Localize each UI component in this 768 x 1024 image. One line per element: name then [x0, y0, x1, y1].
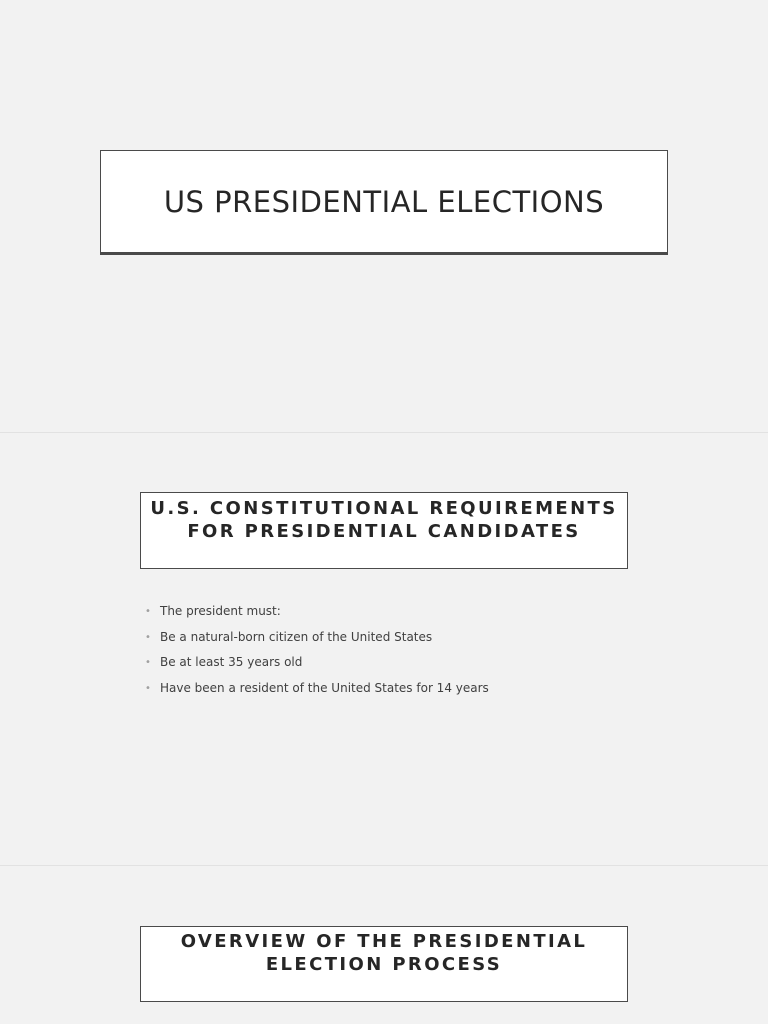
slide-title — [181, 930, 588, 976]
title-line-1: OVERVIEW OF THE PRESIDENTIAL — [180, 931, 588, 952]
bullet-icon: • — [145, 682, 151, 694]
list-item — [145, 625, 489, 651]
list-item — [145, 676, 489, 702]
list-item — [145, 599, 489, 625]
bullet-text: Be at least 35 years old — [160, 655, 303, 669]
slide-title — [150, 497, 617, 543]
bullet-text: Have been a resident of the United States for 14 years — [160, 680, 489, 695]
slide-3 — [0, 866, 768, 1024]
bullet-text: The president must: — [160, 604, 281, 618]
title-box — [140, 926, 628, 1002]
title-line-2: FOR PRESIDENTIAL CANDIDATES — [187, 521, 581, 542]
bullet-icon: • — [145, 606, 151, 617]
bullet-list — [145, 599, 489, 701]
slide-title: US PRESIDENTIAL ELECTIONS — [163, 184, 605, 219]
title-line-2: ELECTION PROCESS — [265, 954, 503, 975]
title-box — [100, 150, 668, 255]
bullet-icon: • — [145, 657, 151, 668]
title-box — [140, 492, 628, 569]
slide-2 — [0, 433, 768, 865]
slide-1 — [0, 0, 768, 432]
list-item — [145, 650, 489, 676]
bullet-icon: • — [145, 631, 151, 643]
title-line-1: U.S. CONSTITUTIONAL REQUIREMENTS — [150, 498, 618, 519]
bullet-text: Be a natural-born citizen of the United States — [160, 629, 433, 644]
